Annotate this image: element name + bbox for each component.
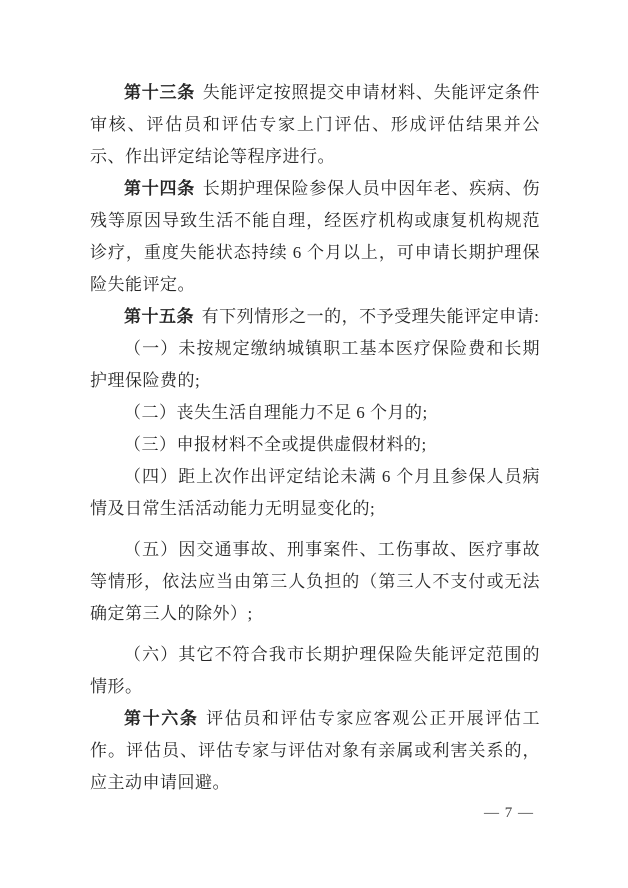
- page-footer: [484, 801, 534, 825]
- article-15-clause-6: （六）其它不符合我市长期护理保险失能评定范围的情形。: [90, 645, 540, 696]
- article-13-heading: 第十三条: [124, 83, 196, 102]
- article-15-clause-1: （一）未按规定缴纳城镇职工基本医疗保险费和长期护理保险费的;: [90, 339, 540, 390]
- article-15-clause-2: （二）丧失生活自理能力不足 6 个月的;: [124, 403, 428, 422]
- article-13-paragraph: [90, 77, 540, 173]
- article-15-clause-4: （四）距上次作出评定结论未满 6 个月且参保人员病情及日常生活活动能力无明显变化的;: [90, 467, 540, 518]
- article-14-paragraph: [90, 173, 540, 301]
- article-15-clause-5: （五）因交通事故、刑事案件、工伤事故、医疗事故等情形，依法应当由第三人负担的（第三人不支付或无法确定第三人的除外）;: [90, 540, 540, 623]
- article-13-text: 失能评定按照提交申请材料、失能评定条件审核、评估员和评估专家上门评估、形成评估结果并公示、作出评定结论等程序进行。: [90, 83, 541, 166]
- article-15-text: 有下列情形之一的，不予受理失能评定申请:: [201, 307, 540, 326]
- article-15-clause-3: （三）申报材料不全或提供虚假材料的;: [124, 435, 427, 454]
- article-15-paragraph: [90, 301, 540, 333]
- article-16-text: 评估员和评估专家应客观公正开展评估工作。评估员、评估专家与评估对象有亲属或利害关系的，应主动申请回避。: [90, 709, 541, 792]
- article-16-heading: 第十六条: [124, 709, 199, 728]
- article-14-heading: 第十四条: [124, 179, 196, 198]
- page-number: — 7 —: [484, 805, 534, 821]
- article-16-paragraph: [90, 703, 540, 799]
- article-15-heading: 第十五条: [124, 307, 194, 326]
- article-14-text: 长期护理保险参保人员中因年老、疾病、伤残等原因导致生活不能自理，经医疗机构或康复机构规范诊疗，重度失能状态持续 6 个月以上，可申请长期护理保险失能评定。: [90, 179, 541, 294]
- document-body: [90, 77, 540, 799]
